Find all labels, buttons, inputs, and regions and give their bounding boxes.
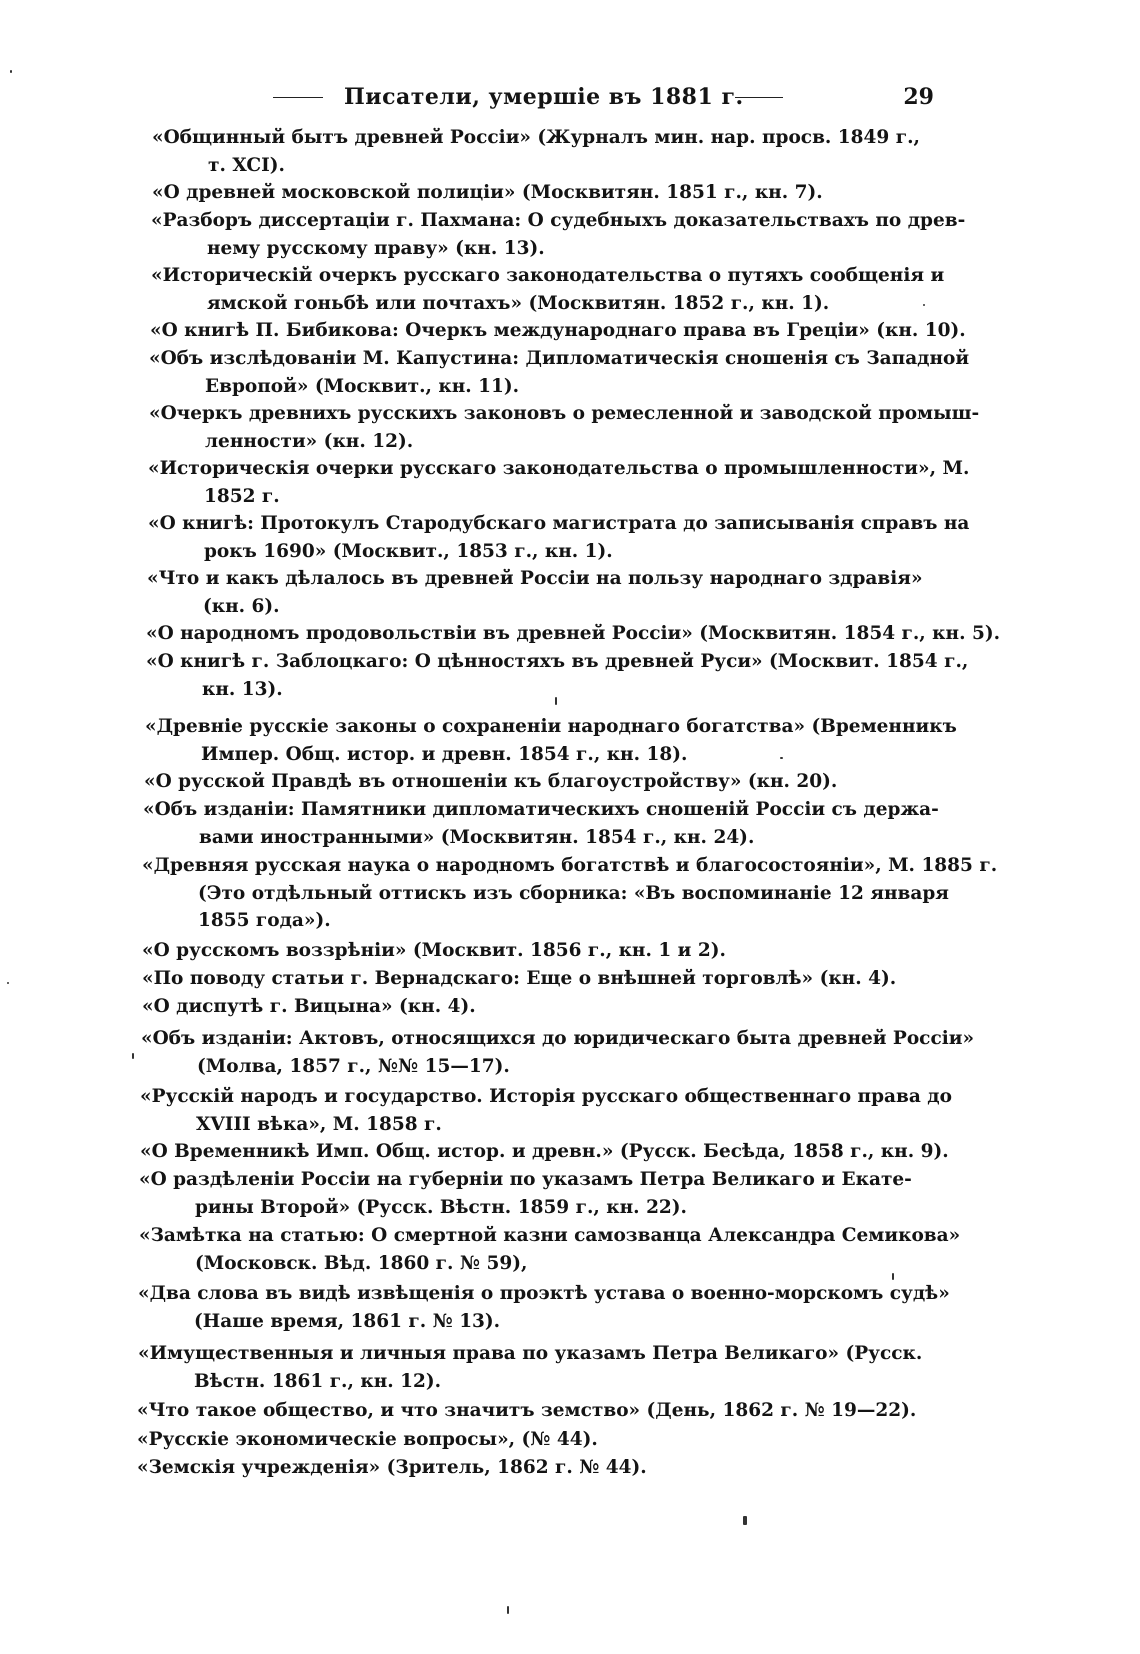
scan-speck — [892, 1273, 894, 1280]
entry-continuation: т. XCI). — [208, 154, 285, 176]
entry-continuation: Вѣстн. 1861 г., кн. 12). — [194, 1370, 442, 1392]
entry-continuation: вами иностранными» (Москвитян. 1854 г., кн. 24). — [199, 826, 755, 848]
scan-speck — [507, 1606, 509, 1614]
entry-line: «Что и какъ дѣлалось въ древней Россіи на пользу народнаго здравія» — [147, 568, 923, 589]
bibliography-entry — [148, 455, 970, 510]
entry-continuation: 1852 г. — [204, 485, 280, 507]
entry-continuation: (кн. 6). — [203, 595, 280, 617]
entry-line: «О древней московской полиціи» (Москвитян. 1851 г., кн. 7). — [152, 182, 823, 203]
bibliography-entry — [139, 1222, 961, 1277]
entry-line: «Русскіе экономическіе вопросы», (№ 44). — [137, 1429, 598, 1450]
entry-line: «О книгѣ: Протокулъ Стародубскаго магистрата до записыванія справъ на — [148, 513, 970, 534]
bibliography-entry — [138, 1280, 950, 1335]
bibliography-entry — [149, 345, 970, 400]
entry-line: «Историческій очеркъ русскаго законодательства о путяхъ сообщенія и — [151, 265, 945, 286]
entry-continuation: (Московск. Вѣд. 1860 г. № 59), — [195, 1252, 528, 1274]
entry-line: «О народномъ продовольствіи въ древней Россіи» (Москвитян. 1854 г., кн. 5). — [146, 623, 1001, 644]
header-rule-right — [735, 97, 783, 98]
entry-line: «О раздѣленіи Россіи на губерніи по указамъ Петра Великаго и Екате- — [139, 1169, 912, 1190]
bibliography-entry — [146, 620, 1001, 648]
running-header — [268, 80, 938, 120]
entry-line: «Разборъ диссертаціи г. Пахмана: О судебныхъ доказательствахъ по древ- — [151, 210, 966, 231]
entry-line: «Объ изслѣдованіи М. Капустина: Дипломатическія сношенія съ Западной — [149, 348, 970, 369]
scan-speck — [780, 757, 783, 759]
bibliography-entry — [141, 1025, 975, 1080]
entry-line: «О книгѣ г. Заблоцкаго: О цѣнностяхъ въ древней Руси» (Москвит. 1854 г., — [146, 651, 969, 672]
bibliography-entry — [142, 937, 934, 965]
entry-line: «Объ изданіи: Памятники дипломатическихъ сношеній Россіи съ держа- — [143, 799, 939, 820]
entry-continuation: XVIII вѣка», М. 1858 г. — [196, 1113, 442, 1135]
entry-line: «О Временникѣ Имп. Общ. истор. и древн.» (Русск. Бесѣда, 1858 г., кн. 9). — [140, 1141, 949, 1162]
bibliography-entry — [142, 965, 934, 993]
bibliography-entry — [148, 510, 970, 565]
entry-line: «Земскія учрежденія» (Зритель, 1862 г. № 44). — [137, 1457, 647, 1478]
scan-speck — [132, 1053, 134, 1059]
header-title: Писатели, умершіе въ 1881 г. — [344, 84, 744, 110]
scan-speck — [555, 697, 557, 705]
bibliography-entry — [143, 796, 939, 851]
entry-line: «Два слова въ видѣ извѣщенія о проэктѣ устава о военно-морскомъ судѣ» — [138, 1283, 950, 1304]
entry-continuation: (Наше время, 1861 г. № 13). — [194, 1310, 501, 1332]
bibliography-entry — [150, 317, 966, 345]
page-number: 29 — [903, 84, 934, 110]
bibliography-entry — [137, 1426, 934, 1454]
entry-line: «Что такое общество, и что значитъ земство» (День, 1862 г. № 19—22). — [137, 1400, 917, 1421]
bibliography-entry — [149, 400, 980, 455]
entry-line: «По поводу статьи г. Вернадскаго: Еще о внѣшней торговлѣ» (кн. 4). — [142, 968, 897, 989]
scan-speck — [7, 982, 9, 984]
bibliography-entry — [140, 1083, 952, 1138]
entry-continuation: (Молва, 1857 г., №№ 15—17). — [197, 1055, 510, 1077]
entry-continuation: ямской гоньбѣ или почтахъ» (Москвитян. 1852 г., кн. 1). — [207, 292, 830, 314]
header-rule-left — [273, 97, 323, 98]
scan-speck — [743, 1516, 747, 1525]
bibliography-entry — [137, 1454, 934, 1482]
entry-continuation: нему русскому праву» (кн. 13). — [207, 237, 545, 259]
entry-line: «О книгѣ П. Бибикова: Очеркъ международнаго права въ Греціи» (кн. 10). — [150, 320, 966, 341]
bibliography-entry — [146, 648, 969, 703]
bibliography-entry — [140, 1138, 949, 1166]
bibliography-entry — [145, 713, 957, 768]
entry-continuation: (Это отдѣльный оттискъ изъ сборника: «Въ воспоминаніе 12 января — [198, 882, 949, 904]
entry-line: «Русскій народъ и государство. Исторія русскаго общественнаго права до — [140, 1086, 952, 1107]
entry-line: «Древніе русскіе законы о сохраненіи народнаго богатства» (Временникъ — [145, 716, 957, 737]
entry-continuation: Европой» (Москвит., кн. 11). — [205, 375, 520, 397]
entry-line: «О диспутѣ г. Вицына» (кн. 4). — [142, 996, 476, 1017]
entry-line: «Древняя русская наука о народномъ богатствѣ и благосостояніи», М. 1885 г. — [142, 855, 998, 876]
entry-line: «О русскомъ воззрѣніи» (Москвит. 1856 г., кн. 1 и 2). — [142, 940, 726, 961]
entry-continuation: 1855 года»). — [198, 910, 331, 931]
scan-speck — [10, 70, 12, 73]
entry-line: «О русской Правдѣ въ отношеніи къ благоустройству» (кн. 20). — [144, 771, 838, 792]
bibliography-entry — [138, 1340, 934, 1395]
bibliography-entry — [137, 1397, 934, 1425]
bibliography-entry — [152, 124, 934, 179]
scan-speck — [923, 304, 925, 306]
entry-line: «Замѣтка на статью: О смертной казни самозванца Александра Семикова» — [139, 1225, 961, 1246]
bibliography-entry — [142, 852, 998, 935]
bibliography-entry — [151, 207, 966, 262]
entry-line: «Очеркъ древнихъ русскихъ законовъ о ремесленной и заводской промыш- — [149, 403, 980, 424]
bibliography-entry — [139, 1166, 934, 1221]
entry-continuation: Импер. Общ. истор. и древн. 1854 г., кн. 18). — [201, 743, 688, 765]
entry-line: «Имущественныя и личныя права по указамъ Петра Великаго» (Русск. — [138, 1343, 923, 1364]
entry-continuation: ленности» (кн. 12). — [205, 430, 414, 452]
entry-continuation: рины Второй» (Русск. Вѣстн. 1859 г., кн. 22). — [195, 1196, 688, 1218]
bibliography-entry — [152, 179, 934, 207]
entry-line: «Историческія очерки русскаго законодательства о промышленности», М. — [148, 458, 970, 479]
bibliography-entry — [147, 565, 934, 620]
bibliography-entry — [144, 768, 934, 796]
entry-line: «Общинный бытъ древней Россіи» (Журналъ мин. нар. просв. 1849 г., — [152, 127, 920, 148]
entry-line: «Объ изданіи: Актовъ, относящихся до юридическаго быта древней Россіи» — [141, 1028, 975, 1049]
entry-continuation: рокъ 1690» (Москвит., 1853 г., кн. 1). — [204, 540, 613, 562]
bibliography-entry — [142, 993, 934, 1021]
bibliography-entry — [151, 262, 945, 317]
entry-continuation: кн. 13). — [202, 678, 283, 700]
